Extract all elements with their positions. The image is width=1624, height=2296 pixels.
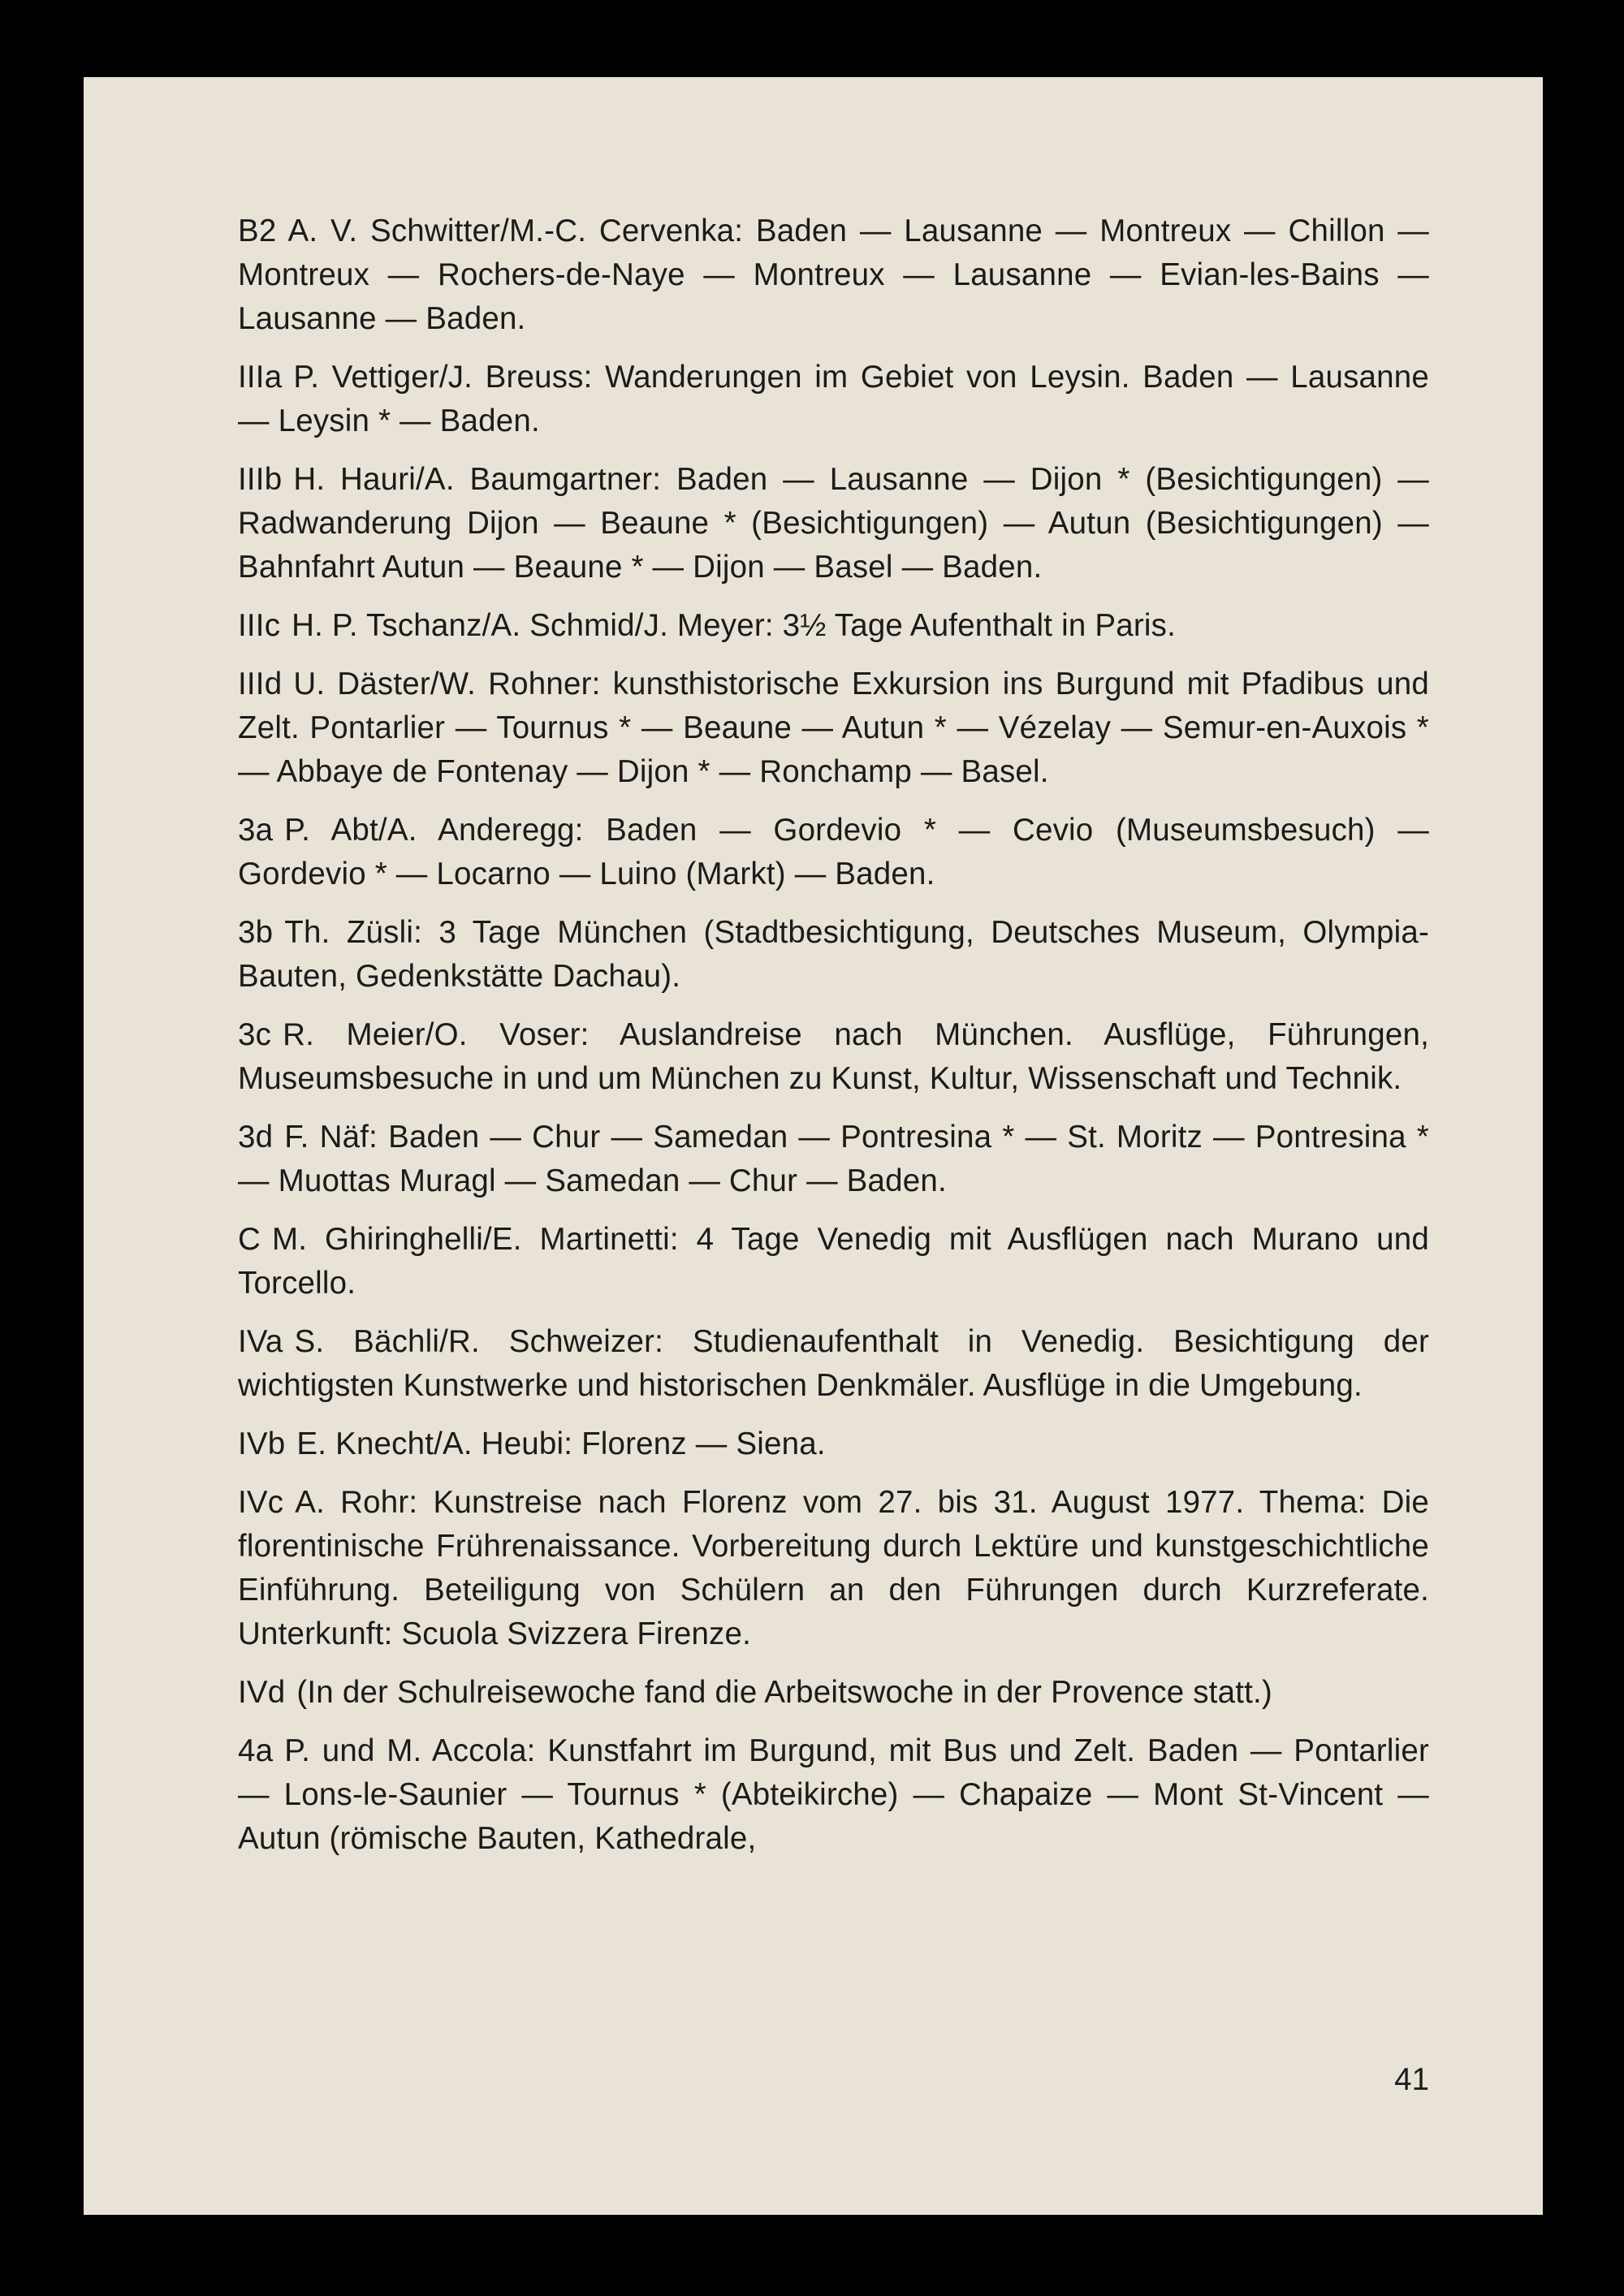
list-item	[238, 1729, 1429, 1861]
list-item	[238, 1422, 1429, 1466]
entry-text: F. Näf: Baden — Chur — Samedan — Pontresina * — St. Moritz — Pontresina * — Muottas Muragl — Samedan — Chur — Baden.	[238, 1120, 1429, 1198]
entry-text: S. Bächli/R. Schweizer: Studienaufenthalt in Venedig. Besichtigung der wichtigsten Kunstwerke und historischen Denkmäler. Ausflüge in die Umgebung.	[238, 1324, 1429, 1403]
entry-text: A. Rohr: Kunstreise nach Florenz vom 27. bis 31. August 1977. Thema: Die florentinische Frührenaissance. Vorbereitung durch Lektüre und kunstgeschichtliche Einführung. Beteiligung von Schülern an den Führungen durch Kurzreferate. Unterkunft: Scuola Svizzera Firenze.	[238, 1485, 1429, 1651]
entry-code: 3d	[238, 1120, 274, 1154]
list-item	[238, 1116, 1429, 1203]
list-item	[238, 1671, 1429, 1715]
list-item	[238, 662, 1429, 794]
entry-text: E. Knecht/A. Heubi: Florenz — Siena.	[296, 1426, 826, 1461]
entry-code: 3a	[238, 813, 274, 848]
list-item	[238, 1481, 1429, 1656]
page-number: 41	[1394, 2062, 1429, 2097]
entry-text: H. Hauri/A. Baumgartner: Baden — Lausanne — Dijon * (Besichtigungen) — Radwanderung Dijon — Beaune * (Besichtigungen) — Autun (Besichtigungen) — Bahnfahrt Autun — Beaune * — Dijon — Basel — Baden.	[238, 462, 1429, 585]
list-item	[238, 209, 1429, 341]
entry-text: A. V. Schwitter/M.-C. Cervenka: Baden — Lausanne — Montreux — Chillon — Montreux — Rochers-de-Naye — Montreux — Lausanne — Evian-les-Bains — Lausanne — Baden.	[238, 214, 1429, 336]
entry-code: IIIb	[238, 462, 283, 497]
entry-code: B2	[238, 214, 277, 248]
entry-text: M. Ghiringhelli/E. Martinetti: 4 Tage Venedig mit Ausflügen nach Murano und Torcello.	[238, 1222, 1429, 1301]
entry-code: IVb	[238, 1426, 286, 1461]
list-item	[238, 1013, 1429, 1101]
entry-text: H. P. Tschanz/A. Schmid/J. Meyer: 3½ Tage Aufenthalt in Paris.	[292, 608, 1176, 643]
entry-text: (In der Schulreisewoche fand die Arbeitswoche in der Provence statt.)	[296, 1675, 1272, 1710]
list-item	[238, 604, 1429, 648]
entry-code: IIIa	[238, 360, 283, 395]
entry-code: C	[238, 1222, 261, 1257]
entry-code: IVc	[238, 1485, 284, 1520]
entry-code: IVa	[238, 1324, 283, 1359]
list-item	[238, 1320, 1429, 1408]
entry-text: P. Abt/A. Anderegg: Baden — Gordevio * — Cevio (Museumsbesuch) — Gordevio * — Locarno — Luino (Markt) — Baden.	[238, 813, 1429, 891]
entry-text: R. Meier/O. Voser: Auslandreise nach München. Ausflüge, Führungen, Museumsbesuche in und um München zu Kunst, Kultur, Wissenschaft und Technik.	[238, 1017, 1429, 1096]
list-item	[238, 458, 1429, 589]
entry-text: P. Vettiger/J. Breuss: Wanderungen im Gebiet von Leysin. Baden — Lausanne — Leysin * — Baden.	[238, 360, 1429, 438]
list-item	[238, 356, 1429, 443]
entry-code: 3c	[238, 1017, 272, 1052]
entry-code: IVd	[238, 1675, 286, 1710]
entry-code: 3b	[238, 915, 274, 950]
entry-list	[238, 209, 1429, 1875]
entry-text: P. und M. Accola: Kunstfahrt im Burgund, mit Bus und Zelt. Baden — Pontarlier — Lons-le-Saunier — Tournus * (Abteikirche) — Chapaize — Mont St-Vincent — Autun (römische Bauten, Kathedrale,	[238, 1733, 1429, 1856]
entry-text: U. Däster/W. Rohner: kunsthistorische Exkursion ins Burgund mit Pfadibus und Zelt. Pontarlier — Tournus * — Beaune — Autun * — Vézelay — Semur-en-Auxois * — Abbaye de Fontenay — Dijon * — Ronchamp — Basel.	[238, 667, 1429, 789]
list-item	[238, 911, 1429, 999]
entry-code: 4a	[238, 1733, 274, 1768]
list-item	[238, 1218, 1429, 1306]
entry-code: IIId	[238, 667, 283, 701]
entry-code: IIIc	[238, 608, 281, 643]
entry-text: Th. Züsli: 3 Tage München (Stadtbesichtigung, Deutsches Museum, Olympia-Bauten, Gedenkstätte Dachau).	[238, 915, 1429, 994]
list-item	[238, 809, 1429, 896]
